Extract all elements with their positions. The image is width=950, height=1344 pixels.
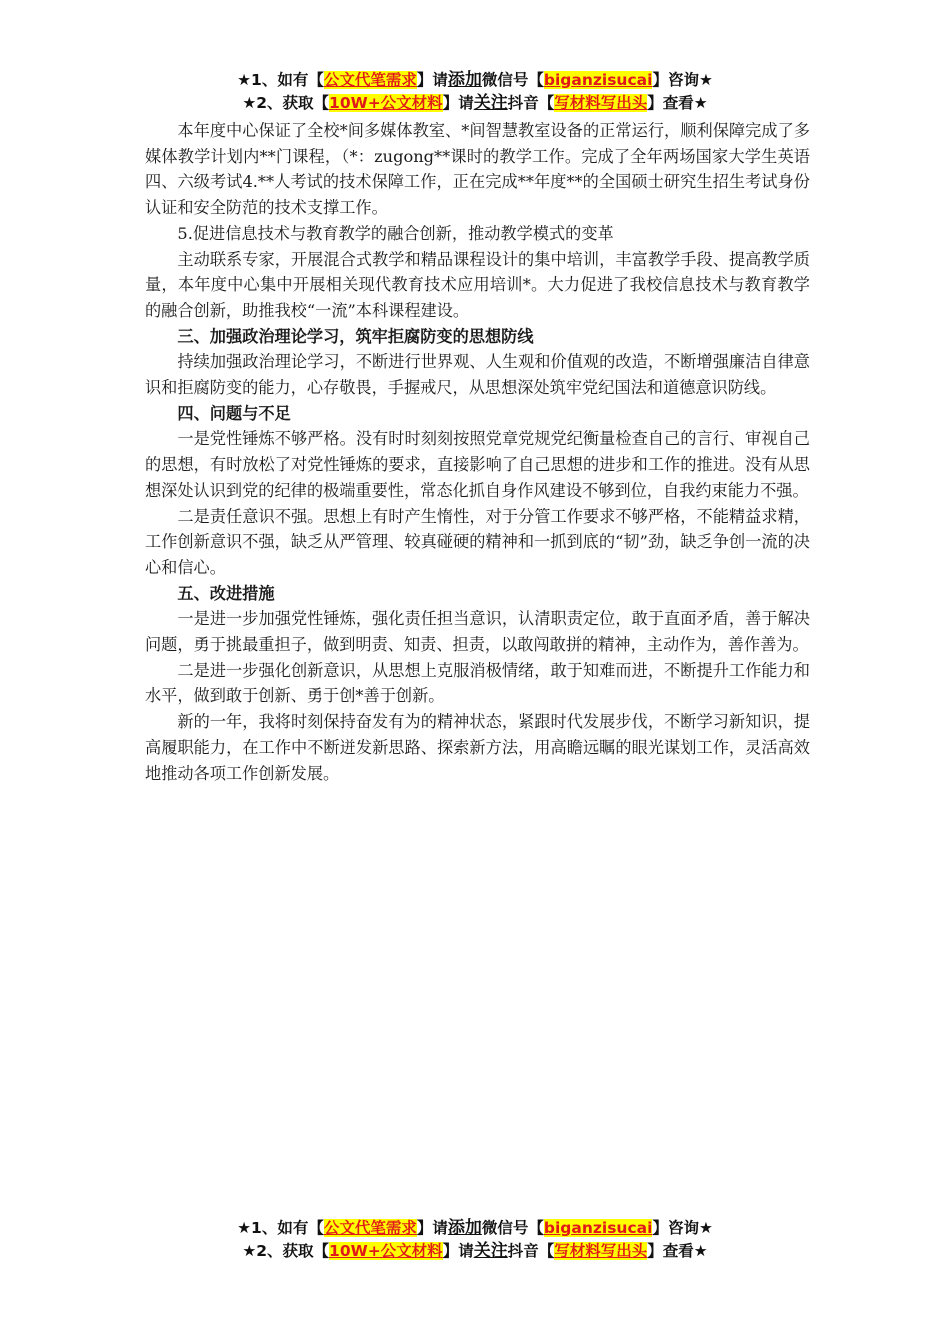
banner-line-1 <box>0 1217 950 1240</box>
banner-text: ★2、获取【 <box>242 1242 330 1260</box>
footer-banner <box>0 1217 950 1263</box>
paragraph: 新的一年，我将时刻保持奋发有为的精神状态，紧跟时代发展步伐，不断学习新知识，提高履职能力，在工作中不断迸发新思路、探索新方法，用高瞻远瞩的眼光谋划工作，灵活高效地推动各项工作创新发展。 <box>145 712 810 783</box>
banner-emphasis: 添加 <box>447 70 482 90</box>
banner-highlight: 公文代笔需求 <box>323 1219 417 1237</box>
section-heading: 四、问题与不足 <box>177 403 291 423</box>
banner-text: 】咨询★ <box>652 71 713 89</box>
banner-text: 】请 <box>442 94 474 112</box>
banner-text: ★1、如有【 <box>237 71 324 89</box>
banner-emphasis: 关注 <box>473 93 508 113</box>
banner-highlight: 10W+公文材料 <box>329 1242 443 1260</box>
section-heading: 五、改进措施 <box>177 583 275 603</box>
paragraph: 5.促进信息技术与教育教学的融合创新，推动教学模式的变革 <box>177 223 614 243</box>
paragraph: 本年度中心保证了全校*间多媒体教室、*间智慧教室设备的正常运行，顺利保障完成了多媒体教学计划内**门课程，（*：zugong**课时的教学工作。完成了全年两场国家大学生英语四、六级考试4.**人考试的技术保障工作，正在完成**年度**的全国硕士研究生招生考试身份认证和安全防范的技术支撑工作。 <box>145 121 810 218</box>
banner-text: 】查看★ <box>647 94 708 112</box>
banner-highlight: 公文代笔需求 <box>323 71 417 89</box>
paragraph: 主动联系专家，开展混合式教学和精品课程设计的集中培训，丰富教学手段、提高教学质量，本年度中心集中开展相关现代教育技术应用培训*。大力促进了我校信息技术与教育教学的融合创新，助推我校“一流”本科课程建设。 <box>145 249 810 320</box>
banner-text: 】查看★ <box>647 1242 708 1260</box>
banner-emphasis: 关注 <box>473 1241 508 1261</box>
paragraph: 一是党性锤炼不够严格。没有时时刻刻按照党章党规党纪衡量检查自己的言行、审视自己的思想，有时放松了对党性锤炼的要求，直接影响了自己思想的进步和工作的推进。没有从思想深处认识到党的纪律的极端重要性，常态化抓自身作风建设不够到位，自我约束能力不强。 <box>145 429 810 500</box>
paragraph: 一是进一步加强党性锤炼，强化责任担当意识，认清职责定位，敢于直面矛盾，善于解决问题，勇于挑最重担子，做到明责、知责、担责，以敢闯敢拼的精神，主动作为，善作善为。 <box>145 609 810 655</box>
paragraph: 二是进一步强化创新意识，从思想上克服消极情绪，敢于知难而进，不断提升工作能力和水平，做到敢于创新、勇于创*善于创新。 <box>145 660 810 706</box>
banner-highlight: 写材料写出头 <box>554 94 648 112</box>
banner-text: ★1、如有【 <box>237 1219 324 1237</box>
document-body <box>145 118 810 786</box>
banner-text: 抖音【 <box>507 1242 555 1260</box>
paragraph: 持续加强政治理论学习，不断进行世界观、人生观和价值观的改造，不断增强廉洁自律意识和拒腐防变的能力，心存敬畏，手握戒尺，从思想深处筑牢党纪国法和道德意识防线。 <box>145 352 810 398</box>
paragraph: 二是责任意识不强。思想上有时产生惰性，对于分管工作要求不够严格，不能精益求精，工作创新意识不强，缺乏从严管理、较真碰硬的精神和一抓到底的“韧”劲，缺乏争创一流的决心和信心。 <box>145 506 810 577</box>
banner-highlight: 10W+公文材料 <box>329 94 443 112</box>
banner-text: 】咨询★ <box>652 1219 713 1237</box>
banner-text: 微信号【 <box>481 1219 544 1237</box>
banner-text: 】请 <box>416 71 448 89</box>
banner-text: 】请 <box>416 1219 448 1237</box>
banner-text: 抖音【 <box>507 94 555 112</box>
banner-highlight: biganzisucai <box>543 71 653 89</box>
banner-text: 】请 <box>442 1242 474 1260</box>
section-heading: 三、加强政治理论学习，筑牢拒腐防变的思想防线 <box>177 326 534 346</box>
banner-line-1 <box>0 69 950 92</box>
banner-highlight: 写材料写出头 <box>554 1242 648 1260</box>
header-banner <box>0 69 950 115</box>
banner-line-2 <box>0 92 950 115</box>
banner-emphasis: 添加 <box>447 1218 482 1238</box>
banner-text: ★2、获取【 <box>242 94 330 112</box>
banner-highlight: biganzisucai <box>543 1219 653 1237</box>
banner-line-2 <box>0 1240 950 1263</box>
banner-text: 微信号【 <box>481 71 544 89</box>
